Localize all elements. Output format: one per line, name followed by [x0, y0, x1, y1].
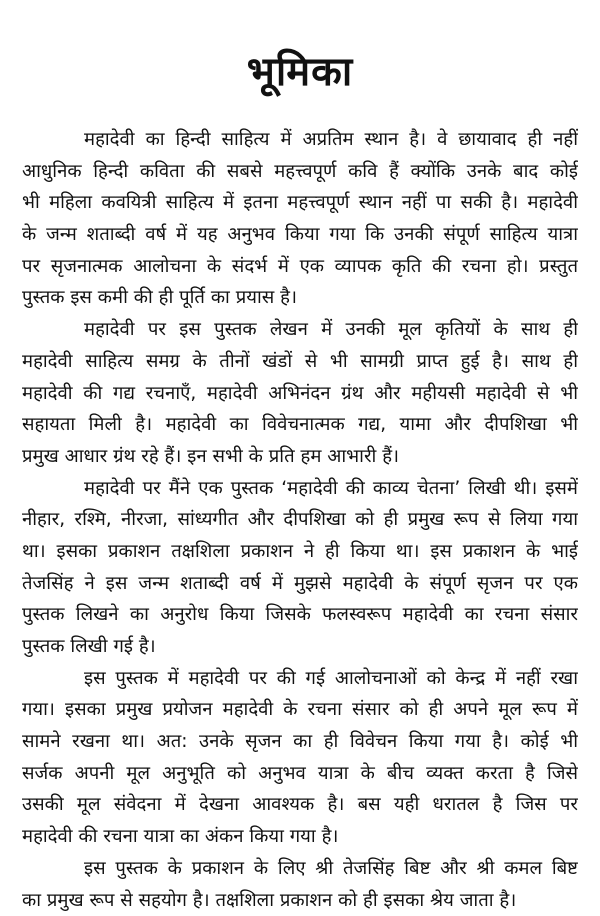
paragraph: [22, 473, 578, 663]
text-line: नीहार, रश्मि, नीरजा, सांध्यगीत और दीपशिखा को ही प्रमुख रूप से लिया गया: [22, 504, 578, 536]
text-line: महादेवी की गद्य रचनाएँ, महादेवी अभिनंदन ग्रंथ और महीयसी महादेवी से भी: [22, 378, 578, 410]
text-line: महादेवी का हिन्दी साहित्य में अप्रतिम स्थान है। वे छायावाद ही नहीं: [22, 124, 578, 156]
text-line: उसकी मूल संवेदना में देखना आवश्यक है। बस यही धरातल है जिस पर: [22, 789, 578, 821]
text-line: पुस्तक लिखी गई है।: [22, 631, 578, 663]
text-line: के जन्म शताब्दी वर्ष में यह अनुभव किया गया कि उनकी संपूर्ण साहित्य यात्रा: [22, 219, 578, 251]
text-line: गया। इसका प्रमुख प्रयोजन महादेवी के रचना संसार को ही अपने मूल रूप में: [22, 694, 578, 726]
text-line: सहायता मिली है। महादेवी का विवेचनात्मक गद्य, यामा और दीपशिखा भी: [22, 409, 578, 441]
text-line: इस पुस्तक के प्रकाशन के लिए श्री तेजसिंह बिष्ट और श्री कमल बिष्ट: [22, 853, 578, 885]
text-line: सामने रखना था। अत: उनके सृजन का ही विवेचन किया गया है। कोई भी: [22, 726, 578, 758]
paragraph: [22, 663, 578, 853]
paragraph: [22, 314, 578, 472]
text-line: सर्जक अपनी मूल अनुभूति को अनुभव यात्रा के बीच व्यक्त करता है जिसे: [22, 758, 578, 790]
text-line: था। इसका प्रकाशन तक्षशिला प्रकाशन ने ही किया था। इस प्रकाशन के भाई: [22, 536, 578, 568]
text-line: महादेवी की रचना यात्रा का अंकन किया गया है।: [22, 821, 578, 853]
text-line: पुस्तक लिखने का अनुरोध किया जिसके फलस्वरूप महादेवी का रचना संसार: [22, 599, 578, 631]
text-line: पर सृजनात्मक आलोचना के संदर्भ में एक व्यापक कृति की रचना हो। प्रस्तुत: [22, 251, 578, 283]
text-line: पुस्तक इस कमी की ही पूर्ति का प्रयास है।: [22, 282, 578, 314]
text-line: इस पुस्तक में महादेवी पर की गई आलोचनाओं को केन्द्र में नहीं रखा: [22, 663, 578, 695]
text-line: आधुनिक हिन्दी कविता की सबसे महत्त्वपूर्ण कवि हैं क्योंकि उनके बाद कोई: [22, 156, 578, 188]
page-title: भूमिका: [0, 42, 600, 97]
text-line: तेजसिंह ने इस जन्म शताब्दी वर्ष में मुझसे महादेवी के संपूर्ण सृजन पर एक: [22, 568, 578, 600]
text-line: महादेवी पर इस पुस्तक लेखन में उनकी मूल कृतियों के साथ ही: [22, 314, 578, 346]
text-line: महादेवी पर मैंने एक पुस्तक ‘महादेवी की काव्य चेतना’ लिखी थी। इसमें: [22, 473, 578, 505]
text-line: महादेवी साहित्य समग्र के तीनों खंडों से भी सामग्री प्राप्त हुई है। साथ ही: [22, 346, 578, 378]
text-line: प्रमुख आधार ग्रंथ रहे हैं। इन सभी के प्रति हम आभारी हैं।: [22, 441, 578, 473]
page-body: [22, 124, 578, 916]
paragraph: [22, 124, 578, 314]
text-line: भी महिला कवयित्री साहित्य में इतना महत्त्वपूर्ण स्थान नहीं पा सकी है। महादेवी: [22, 187, 578, 219]
text-line: का प्रमुख रूप से सहयोग है। तक्षशिला प्रकाशन को ही इसका श्रेय जाता है।: [22, 885, 578, 916]
paragraph: [22, 853, 578, 916]
